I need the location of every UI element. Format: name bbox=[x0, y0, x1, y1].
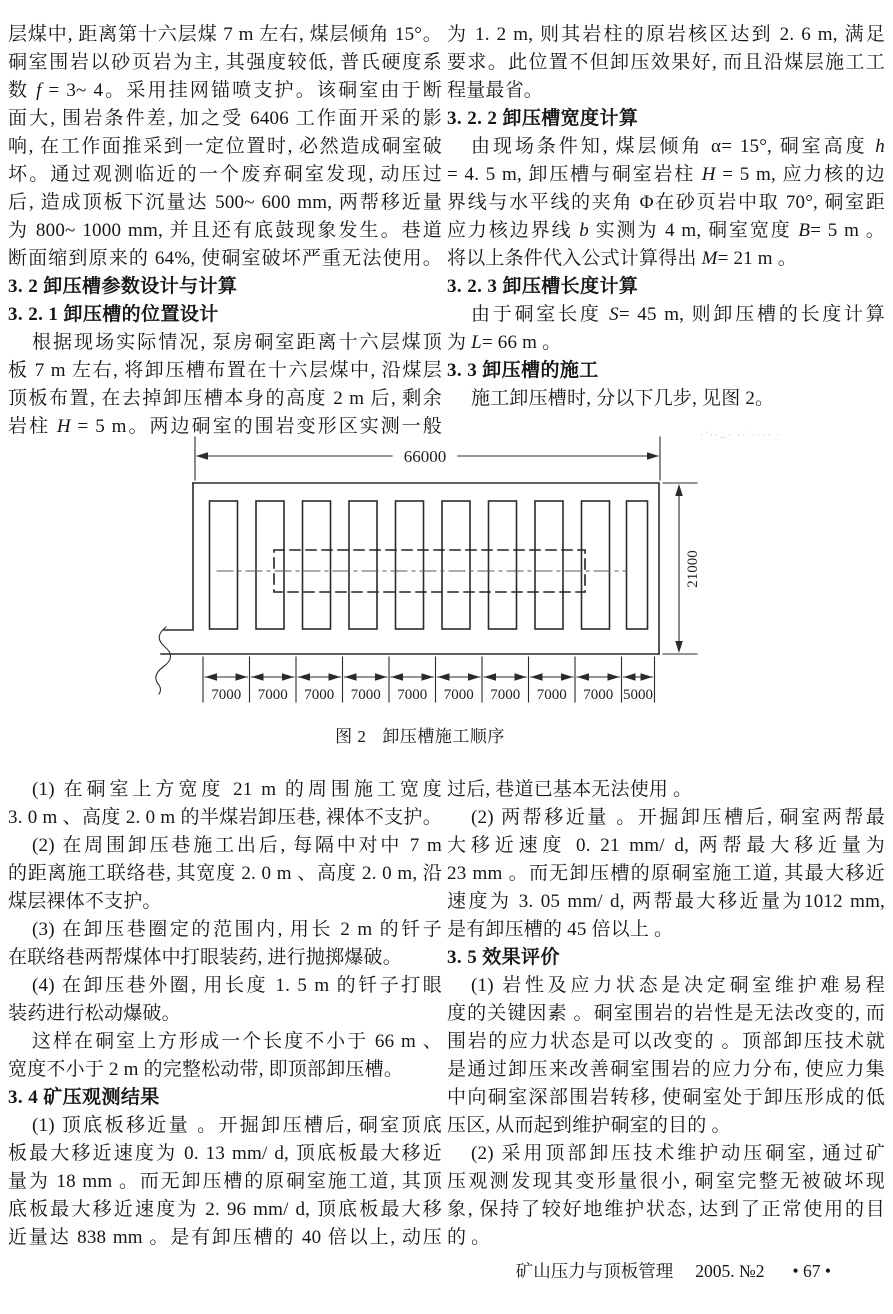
text-line: (2) 在周围卸压巷施工出后, 每隔中对中 7 m bbox=[32, 835, 442, 856]
text-line: 量为 18 mm 。而无卸压槽的原硐室施工道, 其顶 bbox=[8, 1171, 442, 1192]
text-line: 压观测发现其变形量很小, 硐室完整无被破坏现 bbox=[447, 1171, 885, 1192]
svg-text:7000: 7000 bbox=[536, 687, 567, 703]
text-line: 这样在硐室上方形成一个长度不小于 66 m 、 bbox=[32, 1031, 442, 1052]
footer-issue: 2005. №2 bbox=[695, 1261, 765, 1281]
text-line: 大移近速度 0. 21 mm/ d, 两帮最大移近量为 bbox=[447, 835, 885, 856]
text-line: 数 f = 3~ 4。采用挂网锚喷支护。该硐室由于断 bbox=[8, 80, 442, 101]
text-line: (1) 岩性及应力状态是决定硐室维护难易程 bbox=[471, 975, 885, 996]
text-line: 的 。 bbox=[447, 1227, 491, 1248]
right-column-bottom bbox=[447, 776, 885, 1252]
figure-2-diagram bbox=[140, 425, 790, 725]
svg-text:7000: 7000 bbox=[490, 687, 521, 703]
text-line: 在联络巷两帮煤体中打眼装药, 进行抛掷爆破。 bbox=[8, 947, 402, 968]
text-line: 应力核边界线 b 实测为 4 m, 硐室宽度 B= 5 m 。 bbox=[447, 220, 885, 241]
text-line: 硐室围岩以砂页岩为主, 其强度较低, 普氏硬度系 bbox=[8, 52, 442, 73]
text-line: 界线与水平线的夹角 Φ在砂页岩中取 70°, 硐室距 bbox=[447, 192, 885, 213]
text-line: 装药进行松动爆破。 bbox=[8, 1003, 181, 1024]
text-line: 3. 2. 2 卸压槽宽度计算 bbox=[447, 108, 639, 129]
text-line: 宽度不小于 2 m 的完整松动带, 即顶部卸压槽。 bbox=[8, 1059, 404, 1080]
right-column-top bbox=[447, 21, 885, 413]
text-line: 为 800~ 1000 mm, 并且还有底鼓现象发生。巷道 bbox=[8, 220, 442, 241]
text-line: 3. 0 m 、高度 2. 0 m 的半煤岩卸压巷, 裸体不支护。 bbox=[8, 807, 442, 828]
text-line: 根据现场实际情况, 泵房硐室距离十六层煤顶 bbox=[32, 332, 442, 353]
svg-text:7000: 7000 bbox=[583, 687, 614, 703]
text-line: 3. 4 矿压观测结果 bbox=[8, 1087, 160, 1108]
text-line: (2) 采用顶部卸压技术维护动压硐室, 通过矿 bbox=[471, 1143, 885, 1164]
text-line: 顶板布置, 在去掉卸压槽本身的高度 2 m 后, 剩余 bbox=[8, 388, 442, 409]
text-line: 3. 2 卸压槽参数设计与计算 bbox=[8, 276, 238, 297]
text-line: (1) 在硐室上方宽度 21 m 的周围施工宽度 bbox=[32, 779, 442, 800]
text-line: 为 1. 2 m, 则其岩柱的原岩核区达到 2. 6 m, 满足 bbox=[447, 24, 885, 45]
text-line: 将以上条件代入公式计算得出 M= 21 m 。 bbox=[447, 248, 797, 269]
text-line: 过后, 巷道已基本无法使用 。 bbox=[447, 779, 693, 800]
text-line: 由现场条件知, 煤层倾角 α= 15°, 硐室高度 h bbox=[471, 136, 885, 157]
text-line: 板最大移近速度为 0. 13 mm/ d, 顶底板最大移近 bbox=[8, 1143, 442, 1164]
svg-text:21000: 21000 bbox=[685, 550, 701, 588]
text-line: 断面缩到原来的 64%, 使硐室破坏严重无法使用。 bbox=[8, 248, 442, 269]
text-line: 3. 2. 1 卸压槽的位置设计 bbox=[8, 304, 219, 325]
text-line: 后, 造成顶板下沉量达 500~ 600 mm, 两帮移近量 bbox=[8, 192, 442, 213]
text-line: 坏。通过观测临近的一个废弃硐室发现, 动压过 bbox=[8, 164, 442, 185]
text-line: 程量最省。 bbox=[447, 80, 544, 101]
page-footer bbox=[447, 1258, 885, 1283]
text-line: 23 mm 。而无卸压槽的原硐室施工道, 其最大移近 bbox=[447, 863, 885, 884]
text-line: 近量达 838 mm 。是有卸压槽的 40 倍以上, 动压 bbox=[8, 1227, 442, 1248]
text-line: 为 L= 66 m 。 bbox=[447, 332, 562, 353]
text-line: 要求。此位置不但卸压效果好, 而且沿煤层施工工 bbox=[447, 52, 885, 73]
text-line: 是通过卸压来改善硐室围岩的应力分布, 使应力集 bbox=[447, 1059, 885, 1080]
left-column-bottom bbox=[8, 776, 442, 1252]
text-line: 象, 保持了较好地维护状态, 达到了正常使用的目 bbox=[447, 1199, 885, 1220]
figure-caption bbox=[140, 722, 700, 747]
text-line: 速度为 3. 05 mm/ d, 两帮最大移近量为1012 mm, bbox=[447, 891, 885, 912]
text-line: 3. 5 效果评价 bbox=[447, 947, 560, 968]
text-line: 板 7 m 左右, 将卸压槽布置在十六层煤中, 沿煤层 bbox=[8, 360, 442, 381]
svg-text:66000: 66000 bbox=[403, 447, 447, 466]
text-line: 面大, 围岩条件差, 加之受 6406 工作面开采的影 bbox=[8, 108, 442, 129]
text-line: (3) 在卸压巷圈定的范围内, 用长 2 m 的钎子 bbox=[32, 919, 442, 940]
text-line: 是有卸压槽的 45 倍以上 。 bbox=[447, 919, 674, 940]
text-line: 响, 在工作面推采到一定位置时, 必然造成硐室破 bbox=[8, 136, 442, 157]
text-line: 层煤中, 距离第十六层煤 7 m 左右, 煤层倾角 15°。 bbox=[8, 24, 442, 45]
svg-text:7000: 7000 bbox=[443, 687, 474, 703]
text-line: 施工卸压槽时, 分以下几步, 见图 2。 bbox=[471, 388, 775, 409]
text-line: 底板最大移近速度为 2. 96 mm/ d, 顶底板最大移 bbox=[8, 1199, 442, 1220]
text-line: 岩柱 H = 5 m。两边硐室的围岩变形区实测一般 bbox=[8, 416, 442, 437]
svg-text:7000: 7000 bbox=[397, 687, 428, 703]
svg-text:7000: 7000 bbox=[350, 687, 381, 703]
svg-text:7000: 7000 bbox=[211, 687, 242, 703]
text-line: 3. 3 卸压槽的施工 bbox=[447, 360, 599, 381]
text-line: = 4. 5 m, 卸压槽与硐室岩柱 H = 5 m, 应力核的边 bbox=[447, 164, 885, 185]
svg-text:7000: 7000 bbox=[257, 687, 288, 703]
svg-text:7000: 7000 bbox=[304, 687, 335, 703]
figure-caption-text: 卸压槽施工顺序 bbox=[382, 727, 505, 746]
text-line: (4) 在卸压巷外圈, 用长度 1. 5 m 的钎子打眼 bbox=[32, 975, 442, 996]
text-line: 的距离施工联络巷, 其宽度 2. 0 m 、高度 2. 0 m, 沿 bbox=[8, 863, 442, 884]
text-line: 由于硐室长度 S= 45 m, 则卸压槽的长度计算 bbox=[471, 304, 885, 325]
print-artifact: ·˙··‥· ··˙···· · bbox=[700, 430, 782, 440]
footer-page-number: • 67 • bbox=[792, 1261, 831, 1281]
figure-caption-label: 图 2 bbox=[335, 727, 367, 746]
text-line: 煤层裸体不支护。 bbox=[8, 891, 162, 912]
text-line: (1) 顶底板移近量 。开掘卸压槽后, 硐室顶底 bbox=[32, 1115, 442, 1136]
text-line: (2) 两帮移近量 。开掘卸压槽后, 硐室两帮最 bbox=[471, 807, 885, 828]
footer-journal-title: 矿山压力与顶板管理 bbox=[515, 1261, 674, 1281]
text-line: 中向硐室深部围岩转移, 使硐室处于卸压形成的低 bbox=[447, 1087, 885, 1108]
text-line: 压区, 从而起到维护硐室的目的 。 bbox=[447, 1115, 731, 1136]
svg-text:5000: 5000 bbox=[623, 687, 653, 703]
text-line: 围岩的应力状态是可以改变的 。顶部卸压技术就 bbox=[447, 1031, 885, 1052]
text-line: 3. 2. 3 卸压槽长度计算 bbox=[447, 276, 639, 297]
text-line: 度的关键因素 。硐室围岩的岩性是无法改变的, 而 bbox=[447, 1003, 885, 1024]
left-column-top bbox=[8, 21, 442, 441]
